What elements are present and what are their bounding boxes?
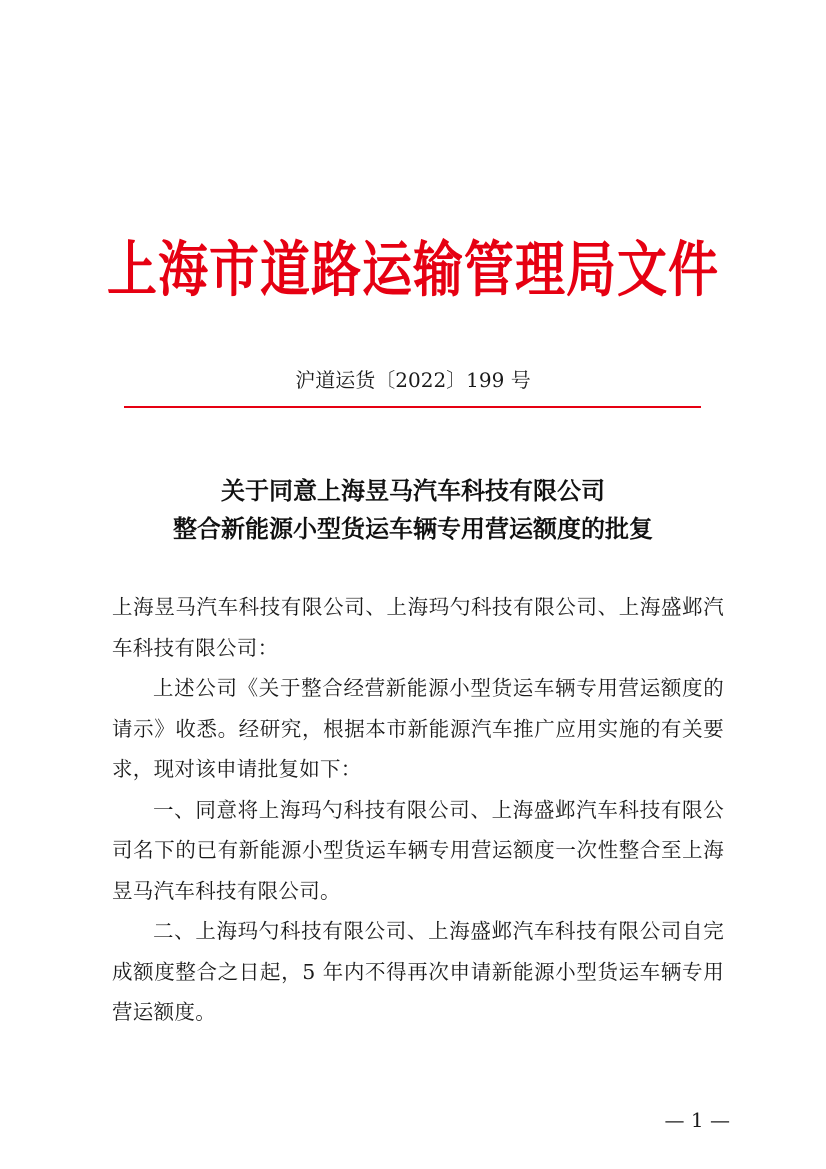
- document-title-line-2: 整合新能源小型货运车辆专用营运额度的批复: [173, 514, 653, 543]
- document-body: [112, 587, 724, 1033]
- page-number: — 1 —: [664, 1108, 730, 1132]
- document-number: 沪道运货〔2022〕199 号: [295, 368, 531, 392]
- body-paragraph-2: 一、同意将上海玛勺科技有限公司、上海盛邺汽车科技有限公司名下的已有新能源小型货运车辆专用营运额度一次性整合至上海昱马汽车科技有限公司。: [112, 797, 724, 903]
- body-paragraph-3: 二、上海玛勺科技有限公司、上海盛邺汽车科技有限公司自完成额度整合之日起，5 年内不得再次申请新能源小型货运车辆专用营运额度。: [112, 919, 724, 1024]
- document-title: [0, 472, 826, 548]
- document-title-line-1: 关于同意上海昱马汽车科技有限公司: [221, 476, 605, 505]
- red-divider-line: [124, 406, 701, 408]
- addressee: 上海昱马汽车科技有限公司、上海玛勺科技有限公司、上海盛邺汽车科技有限公司：: [112, 595, 724, 660]
- body-paragraph-1: 上述公司《关于整合经营新能源小型货运车辆专用营运额度的请示》收悉。经研究，根据本市新能源汽车推广应用实施的有关要求，现对该申请批复如下：: [112, 676, 724, 781]
- issuing-authority-title: 上海市道路运输管理局文件: [107, 234, 719, 305]
